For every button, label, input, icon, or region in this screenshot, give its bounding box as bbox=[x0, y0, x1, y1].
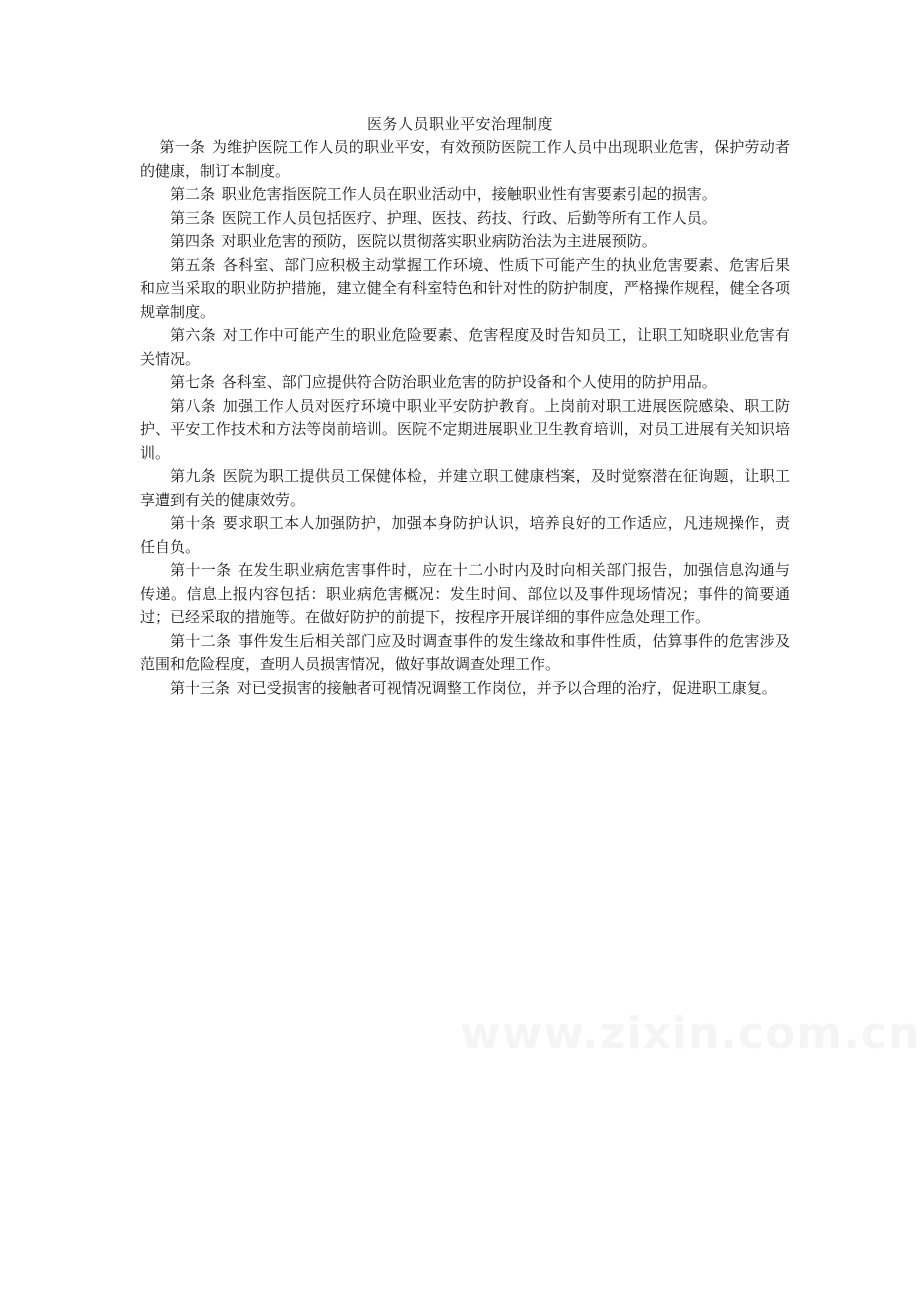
article-text: 医院工作人员包括医疗、护理、医技、药技、行政、后勤等所有工作人员。 bbox=[221, 208, 717, 227]
article-text: 加强工作人员对医疗环境中职业平安防护教育。上岗前对职工进展医院感染、职工防护、平安工作技术和方法等岗前培训。医院不定期进展职业卫生教育培训，对员工进展有关知识培训。 bbox=[140, 396, 790, 462]
document-title: 医务人员职业平安治理制度 bbox=[366, 115, 553, 133]
article-number: 第一条 bbox=[159, 138, 206, 156]
article-1 bbox=[140, 136, 790, 183]
article-5 bbox=[140, 254, 790, 325]
article-text: 为维护医院工作人员的职业平安，有效预防医院工作人员中出现职业危害，保护劳动者的健康，制订本制度。 bbox=[140, 138, 790, 180]
article-12 bbox=[140, 630, 790, 677]
article-4 bbox=[140, 230, 790, 254]
article-number: 第三条 bbox=[170, 208, 216, 227]
article-9 bbox=[140, 465, 790, 512]
article-11 bbox=[140, 559, 790, 630]
article-6 bbox=[140, 324, 790, 371]
article-13 bbox=[140, 677, 790, 701]
article-number: 第五条 bbox=[170, 255, 217, 274]
article-text: 要求职工本人加强防护，加强本身防护认识，培养良好的工作适应，凡违规操作，责任自负。 bbox=[140, 514, 790, 556]
article-10 bbox=[140, 512, 790, 559]
article-text: 各科室、部门应积极主动掌握工作环境、性质下可能产生的执业危害要素、危害后果和应当采取的职业防护措施，建立健全有科室特色和针对性的防护制度，严格操作规程，健全各项规章制度。 bbox=[140, 255, 790, 321]
article-number: 第十三条 bbox=[170, 678, 231, 697]
article-number: 第九条 bbox=[170, 467, 217, 485]
article-text: 对已受损害的接触者可视情况调整工作岗位，并予以合理的治疗，促进职工康复。 bbox=[236, 678, 777, 697]
article-3 bbox=[140, 207, 790, 231]
article-8 bbox=[140, 395, 790, 466]
article-number: 第十条 bbox=[170, 514, 217, 532]
article-text: 对工作中可能产生的职业危险要素、危害程度及时告知员工，让职工知晓职业危害有关情况。 bbox=[140, 326, 790, 368]
article-text: 医院为职工提供员工保健体检，并建立职工健康档案，及时觉察潜在征询题，让职工享遭到有关的健康效劳。 bbox=[140, 467, 790, 509]
article-text: 职业危害指医院工作人员在职业活动中，接触职业性有害要素引起的损害。 bbox=[221, 185, 717, 203]
article-number: 第四条 bbox=[170, 232, 216, 250]
document-body bbox=[140, 136, 790, 700]
article-text: 事件发生后相关部门应及时调查事件的发生缘故和事件性质，估算事件的危害涉及范围和危险程度，查明人员损害情况，做好事故调查处理工作。 bbox=[140, 631, 790, 673]
watermark: www.zixin.com.cn bbox=[460, 1008, 920, 1059]
article-number: 第六条 bbox=[170, 326, 217, 344]
article-2 bbox=[140, 183, 790, 207]
article-7 bbox=[140, 371, 790, 395]
article-number: 第二条 bbox=[170, 185, 216, 203]
article-number: 第七条 bbox=[170, 373, 216, 391]
article-text: 各科室、部门应提供符合防治职业危害的防护设备和个人使用的防护用品。 bbox=[221, 373, 717, 391]
article-text: 对职业危害的预防，医院以贯彻落实职业病防治法为主进展预防。 bbox=[221, 232, 657, 250]
article-number: 第十二条 bbox=[170, 631, 232, 650]
article-number: 第十一条 bbox=[170, 561, 232, 579]
article-number: 第八条 bbox=[170, 396, 217, 415]
article-text: 在发生职业病危害事件时，应在十二小时内及时向相关部门报告，加强信息沟通与传递。信息上报内容包括：职业病危害概况：发生时间、部位以及事件现场情况；事件的简要通过；已经采取的措施等。在做好防护的前提下，按程序开展详细的事件应急处理工作。 bbox=[140, 561, 790, 626]
